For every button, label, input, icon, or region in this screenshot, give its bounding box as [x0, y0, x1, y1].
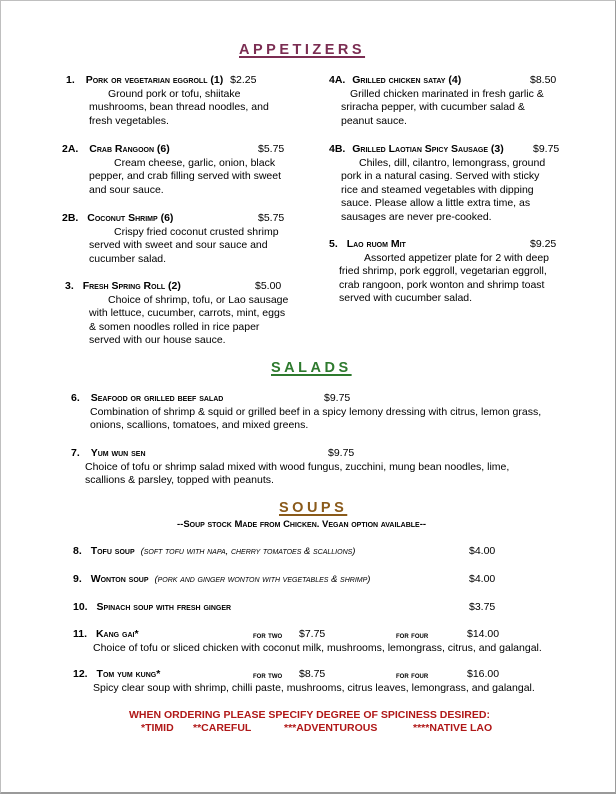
- menu-item-5: [329, 238, 569, 306]
- item-name: Lao ruom Mit: [346, 238, 406, 250]
- price-for-two: $8.75: [299, 668, 326, 680]
- item-desc-line: scallions & parsley, topped with peanuts.: [85, 474, 274, 486]
- menu-item-9: [73, 573, 573, 587]
- item-desc-line: Crispy fried coconut crusted shrimp: [114, 225, 279, 238]
- item-desc-line: served with our house sauce.: [89, 334, 226, 346]
- spice-level-adventurous: ***ADVENTUROUS: [284, 722, 378, 734]
- item-desc-line: Assorted appetizer plate for 2 with deep: [364, 251, 550, 264]
- price-for-four: $16.00: [467, 668, 500, 680]
- for-four-label: for four: [396, 670, 429, 680]
- item-desc-line: Combination of shrimp & squid or grilled beef in a spicy lemony dressing with citrus, lemon grass,: [90, 405, 542, 418]
- menu-item-1: [66, 74, 306, 128]
- item-desc-line: and sour sauce.: [89, 183, 164, 196]
- item-number: 9.: [73, 573, 82, 585]
- item-name: Tom yum kung*: [96, 668, 161, 680]
- menu-item-2a: [62, 143, 302, 197]
- item-desc-line: pork in a natural casing. Served with sticky: [341, 170, 540, 182]
- item-desc-line: with lettuce, cucumber, carrots, mint, eggs: [89, 307, 286, 319]
- item-price: $9.75: [324, 392, 351, 404]
- item-desc-line: onions, scallions, tomatoes, and mixed greens.: [90, 419, 309, 431]
- menu-item-6: [71, 392, 591, 433]
- item-desc-line: served with cucumber salad.: [339, 292, 473, 304]
- item-name: Tofu soup: [90, 545, 135, 557]
- item-number: 1.: [66, 74, 75, 86]
- item-desc-line: Ground pork or tofu, shiitake: [108, 87, 241, 100]
- soups-heading: SOUPS: [279, 500, 348, 516]
- item-desc-line: peanut sauce.: [341, 114, 407, 127]
- item-number: 5.: [329, 238, 338, 250]
- item-price: $4.00: [469, 573, 496, 585]
- item-desc-line: pepper, and crab filling served with sweet: [89, 170, 282, 182]
- item-price: $9.75: [328, 447, 355, 459]
- menu-item-4b: [329, 143, 569, 224]
- item-desc-line: Spicy clear soup with shrimp, chilli paste, mushrooms, citrus leaves, lemongrass, and galangal.: [93, 681, 535, 694]
- item-name: Crab Rangoon (6): [89, 143, 170, 155]
- item-desc-line: fried shrimp, pork eggroll, vegetarian eggroll,: [339, 265, 547, 277]
- item-name: Grilled Laotian Spicy Sausage (3): [352, 143, 504, 155]
- menu-item-11: [73, 628, 593, 655]
- item-number: 3.: [65, 280, 74, 292]
- menu-item-3: [65, 280, 310, 348]
- item-detail: (soft tofu with napa, cherry tomatoes & scallions): [140, 546, 356, 557]
- item-number: 4B.: [329, 143, 346, 155]
- menu-item-12: [73, 668, 593, 695]
- item-desc-line: & somen noodles rolled in rice paper: [89, 320, 260, 333]
- item-price: $4.00: [469, 545, 496, 557]
- for-two-label: for two: [253, 630, 283, 640]
- item-price: $5.75: [258, 212, 285, 224]
- item-number: 2B.: [62, 212, 79, 224]
- menu-item-8: [73, 545, 573, 559]
- for-four-label: for four: [396, 630, 429, 640]
- soups-note: --Soup stock Made from Chicken. Vegan option available--: [177, 519, 427, 530]
- item-price: $9.25: [530, 238, 557, 250]
- item-desc-line: mushrooms, bean thread noodles, and: [89, 101, 269, 113]
- item-desc-line: Choice of tofu or sliced chicken with coconut milk, mushrooms, lemongrass, citrus, and galangal.: [93, 641, 542, 654]
- menu-item-4a: [329, 74, 569, 128]
- menu-item-10: [73, 601, 573, 615]
- item-name: Pork or vegetarian eggroll (1): [85, 74, 224, 86]
- item-number: 10.: [73, 601, 88, 613]
- for-two-label: for two: [253, 670, 283, 680]
- item-name: Yum wun sen: [90, 447, 146, 459]
- item-desc-line: sauce. Please allow a little extra time, as: [341, 197, 531, 209]
- item-number: 2A.: [62, 143, 79, 155]
- salads-heading: SALADS: [271, 360, 352, 376]
- menu-item-2b: [62, 212, 302, 266]
- item-number: 12.: [73, 668, 88, 680]
- item-desc-line: Choice of shrimp, tofu, or Lao sausage: [108, 293, 289, 306]
- spice-level-native-lao: ****NATIVE LAO: [413, 722, 493, 734]
- price-for-four: $14.00: [467, 628, 500, 640]
- item-name: Spinach soup with fresh ginger: [96, 601, 232, 613]
- item-price: $9.75: [533, 143, 560, 155]
- item-price: $3.75: [469, 601, 496, 613]
- item-price: $8.50: [530, 74, 557, 86]
- item-number: 11.: [73, 628, 88, 640]
- item-number: 4A.: [329, 74, 346, 86]
- price-for-two: $7.75: [299, 628, 326, 640]
- item-price: $5.75: [258, 143, 285, 155]
- item-name: Wonton soup: [90, 573, 149, 585]
- spice-level-careful: **CAREFUL: [193, 722, 252, 734]
- item-price: $2.25: [230, 74, 257, 86]
- item-name: Coconut Shrimp (6): [87, 212, 174, 224]
- item-name: Grilled chicken satay (4): [352, 74, 462, 86]
- item-price: $5.00: [255, 280, 282, 292]
- item-name: Seafood or grilled beef salad: [90, 392, 224, 404]
- item-desc-line: served with sweet and sour sauce and: [89, 239, 268, 251]
- item-number: 6.: [71, 392, 80, 404]
- menu-item-7: [71, 447, 591, 488]
- item-desc-line: fresh vegetables.: [89, 114, 169, 127]
- item-desc-line: sausages are never pre-cooked.: [341, 210, 492, 223]
- item-name: Fresh Spring Roll (2): [82, 280, 181, 292]
- appetizers-heading: APPETIZERS: [239, 42, 366, 58]
- item-desc-line: crab rangoon, pork wonton and shrimp toast: [339, 278, 545, 291]
- item-desc-line: rice and steamed vegetables with dipping: [341, 183, 534, 196]
- item-number: 8.: [73, 545, 82, 557]
- item-desc-line: Cream cheese, garlic, onion, black: [114, 156, 276, 169]
- spiciness-notice: WHEN ORDERING PLEASE SPECIFY DEGREE OF SPICINESS DESIRED:: [129, 709, 490, 721]
- item-name: Kang gai*: [95, 628, 139, 640]
- item-desc-line: cucumber salad.: [89, 252, 167, 265]
- item-desc-line: Grilled chicken marinated in fresh garlic &: [350, 87, 544, 100]
- item-desc-line: Chiles, dill, cilantro, lemongrass, ground: [359, 156, 546, 169]
- item-detail: (pork and ginger wonton with vegetables & shrimp): [154, 574, 371, 585]
- spice-level-timid: *TIMID: [141, 722, 174, 734]
- item-desc-line: sriracha pepper, with cucumber salad &: [341, 101, 525, 113]
- item-number: 7.: [71, 447, 80, 459]
- item-desc-line: Choice of tofu or shrimp salad mixed with wood fungus, zucchini, mung bean noodles, lime,: [85, 460, 510, 473]
